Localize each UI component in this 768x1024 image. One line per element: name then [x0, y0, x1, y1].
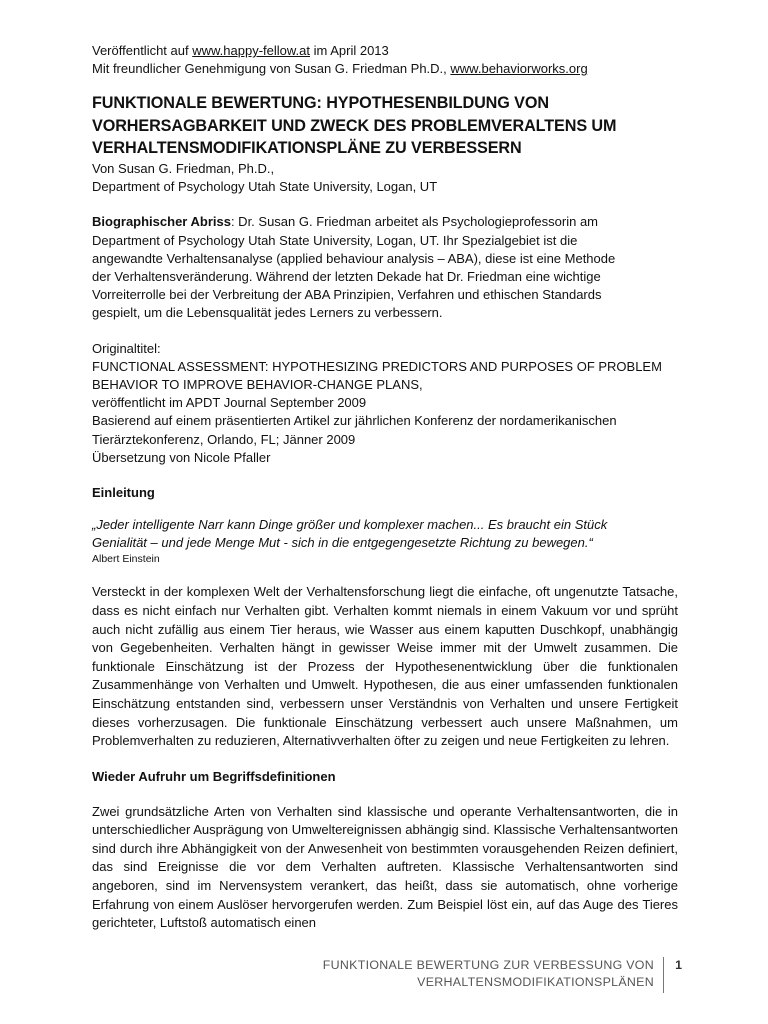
section-heading-definitions: Wieder Aufruhr um Begriffsdefinitionen: [92, 768, 336, 784]
author-affiliation: Department of Psychology Utah State University, Logan, UT: [92, 179, 438, 195]
biography-line-3: angewandte Verhaltensanalyse (applied behaviour analysis – ABA), diese ist eine Methode: [92, 250, 616, 266]
behaviorworks-link[interactable]: www.behaviorworks.org: [450, 61, 588, 77]
publication-line: [92, 42, 678, 60]
section-heading-intro: Einleitung: [92, 484, 155, 500]
happy-fellow-link[interactable]: www.happy-fellow.at: [192, 43, 310, 58]
conference-note-2: Tierärztekonferenz, Orlando, FL; Jänner 2009: [92, 431, 356, 447]
original-title-line-1: FUNCTIONAL ASSESSMENT: HYPOTHESIZING PREDICTORS AND PURPOSES OF PROBLEM: [92, 358, 662, 374]
biography-line-2: Department of Psychology Utah State University, Logan, UT. Ihr Spezialgebiet ist die: [92, 232, 578, 248]
original-title-block: [92, 340, 678, 467]
title-line-1: FUNKTIONALE BEWERTUNG: HYPOTHESENBILDUNG VON: [92, 94, 549, 113]
author-line: Von Susan G. Friedman, Ph.D.,: [92, 160, 275, 176]
permission-line: [92, 60, 678, 78]
document-title: [92, 92, 678, 160]
intro-paragraph: Versteckt in der komplexen Welt der Verhaltensforschung liegt die einfache, oft ungenutzte Tatsache, dass es nicht einfach nur Verhalten gibt. Verhalten kommt niemals in einem Vakuum vor und sprüht auch nicht zufällig aus einem Tier heraus, wie Wasser aus einem kaputten Duschkopf, unabhängig von Gegebenheiten. Verhalten hängt in gewisser Weise immer mit der Umwelt zusammen. Die funktionale Einschätzung ist der Prozess der Hypothesenentwicklung über die funktionalen Zusammenhänge von Verhalten und Umwelt. Hypothesen, die aus einer umfassenden funktionalen Einschätzung entstanden sind, verbessern unser Verständnis von Verhalten und unsere Fertigkeit dieses vorherzusagen. Die funktionale Einschätzung verbessert auch unsere Maßnahmen, um Problemverhalten zu reduzieren, Alternativverhalten öfter zu zeigen und neue Fertigkeiten zu lehren.: [92, 584, 678, 749]
document-body: [92, 42, 678, 933]
page-number: 1: [675, 958, 682, 972]
footer-running-title: [323, 957, 654, 991]
original-title-label: Originaltitel:: [92, 340, 161, 356]
biography-label: Biographischer Abriss: [92, 214, 231, 230]
translator-credit: Übersetzung von Nicole Pfaller: [92, 449, 271, 465]
permission-prefix: Mit freundlicher Genehmigung von Susan G. Friedman Ph.D.,: [92, 61, 451, 77]
original-title-line-2: BEHAVIOR TO IMPROVE BEHAVIOR-CHANGE PLANS,: [92, 376, 423, 392]
footer-divider: [663, 957, 664, 993]
footer-title-line-2: VERHALTENSMODIFIKATIONSPLÄNEN: [417, 975, 654, 989]
biography-line-5: Vorreiterrolle bei der Verbreitung der ABA Prinzipien, Verfahren und ethischen Standards: [92, 287, 602, 303]
biography-line-1: : Dr. Susan G. Friedman arbeitet als Psychologieprofessorin am: [230, 214, 599, 230]
publication-suffix: im April 2013: [310, 43, 389, 58]
quote-line-1: „Jeder intelligente Narr kann Dinge größer und komplexer machen... Es braucht ein Stück: [92, 516, 608, 532]
footer-title-line-1: FUNKTIONALE BEWERTUNG ZUR VERBESSUNG VON: [322, 958, 654, 972]
einstein-quote: [92, 516, 678, 566]
biography: [92, 213, 678, 322]
biography-line-6: gespielt, um die Lebensqualität jedes Lerners zu verbessern.: [92, 305, 443, 321]
original-publication: veröffentlicht im APDT Journal September 2009: [92, 395, 367, 411]
quote-author: Albert Einstein: [92, 553, 160, 566]
definitions-paragraph: Zwei grundsätzliche Arten von Verhalten sind klassische und operante Verhaltensantworten, die in unterschiedlicher Ausprägung von Umweltereignissen abhängig sind. Klassische Verhaltensantworten sind durch ihre Abhängigkeit von der Anwesenheit von bestimmten vorausgehenden Reizen definiert, das sind Ereignisse die vor dem Verhalten auftreten. Klassische Verhaltensantworten sind angeboren, sind im Nervensystem verankert, das heißt, dass sie automatisch, ohne vorherige Erfahrung von einem Auslöser hervorgerufen werden. Zum Beispiel löst ein, auf das Auge des Tieres gerichteter, Luftstoß automatisch einen: [92, 803, 678, 931]
title-line-2: VORHERSAGBARKEIT UND ZWECK DES PROBLEMVERALTENS UM: [92, 116, 617, 135]
title-line-3: VERHALTENSMODIFIKATIONSPLÄNE ZU VERBESSERN: [92, 139, 522, 158]
biography-line-4: der Verhaltensveränderung. Während der letzten Dekade hat Dr. Friedman eine wichtige: [92, 268, 601, 284]
publication-prefix: Veröffentlicht auf: [92, 43, 193, 58]
conference-note-1: Basierend auf einem präsentierten Artikel zur jährlichen Konferenz der nordamerikanischen: [92, 413, 617, 429]
quote-line-2: Genialität – und jede Menge Mut - sich in die entgegengesetzte Richtung zu bewegen.“: [92, 535, 593, 551]
page-footer: [300, 957, 700, 997]
